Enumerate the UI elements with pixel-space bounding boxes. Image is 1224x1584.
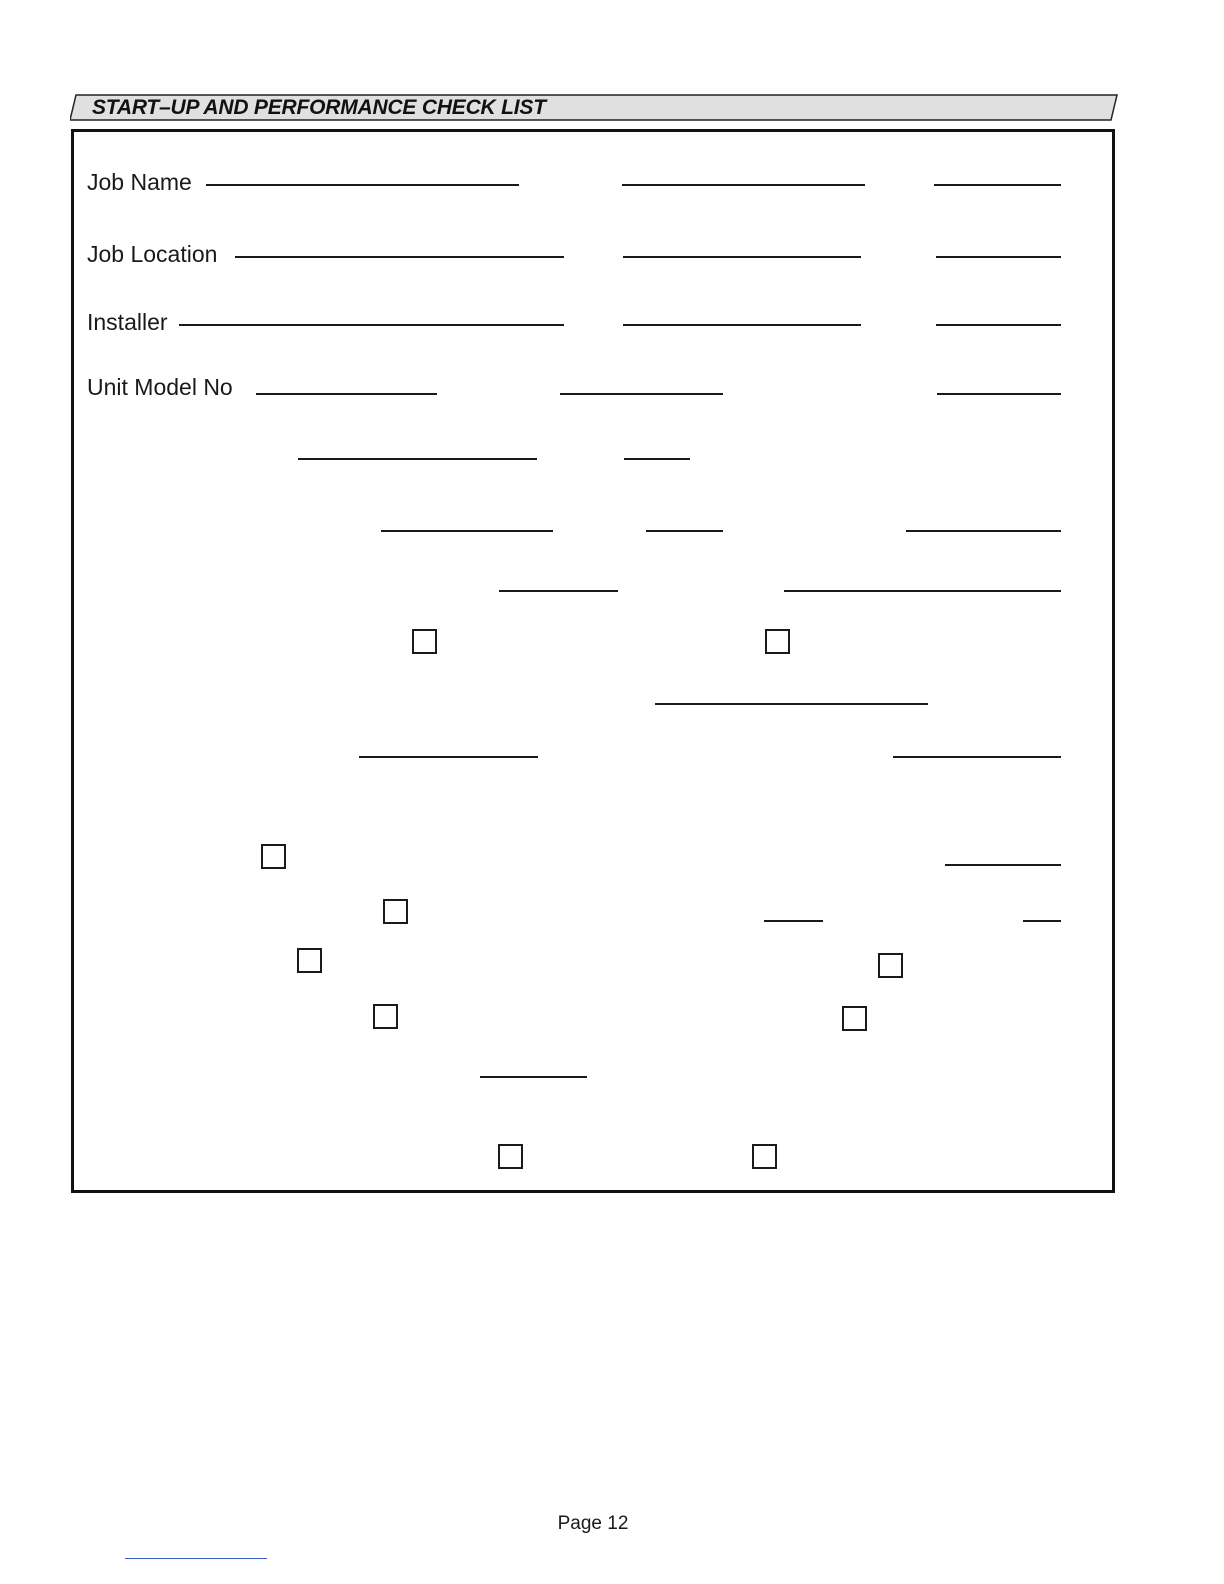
blank-field-r6-b[interactable]	[646, 530, 723, 532]
unit-model-no-field[interactable]	[256, 393, 437, 395]
checkbox-r14-a[interactable]	[373, 1004, 398, 1029]
page-number: Page 12	[557, 1513, 629, 1534]
checkbox-r13-b[interactable]	[878, 953, 903, 978]
section-title: START–UP AND PERFORMANCE CHECK LIST	[92, 96, 546, 119]
blank-field-r1-b[interactable]	[622, 184, 865, 186]
blank-field-r15-a[interactable]	[480, 1076, 587, 1078]
blank-field-r6-c[interactable]	[906, 530, 1061, 532]
checkbox-r16-a[interactable]	[498, 1144, 523, 1169]
installer-label: Installer	[87, 309, 168, 335]
checkbox-r12-a[interactable]	[383, 899, 408, 924]
blank-field-r7-a[interactable]	[499, 590, 618, 592]
unit-model-no-label: Unit Model No	[87, 374, 233, 400]
section-header-banner	[70, 94, 1118, 121]
blank-field-r5-b[interactable]	[624, 458, 690, 460]
checkbox-r13-a[interactable]	[297, 948, 322, 973]
blank-field-r10-b[interactable]	[893, 756, 1061, 758]
blank-field-r3-c[interactable]	[936, 324, 1061, 326]
checkbox-r8-b[interactable]	[765, 629, 790, 654]
job-location-label: Job Location	[87, 241, 218, 267]
checklist-form-box	[71, 129, 1115, 1193]
footer-link-underline[interactable]	[125, 1558, 267, 1559]
blank-field-r10-a[interactable]	[359, 756, 538, 758]
blank-field-r12-b[interactable]	[1023, 920, 1061, 922]
blank-field-r6-a[interactable]	[381, 530, 553, 532]
job-name-field[interactable]	[206, 184, 519, 186]
job-name-label: Job Name	[87, 169, 192, 195]
blank-field-r4-c[interactable]	[937, 393, 1061, 395]
blank-field-r4-b[interactable]	[560, 393, 723, 395]
checkbox-r16-b[interactable]	[752, 1144, 777, 1169]
blank-field-r3-b[interactable]	[623, 324, 861, 326]
blank-field-r2-c[interactable]	[936, 256, 1061, 258]
checkbox-r11-a[interactable]	[261, 844, 286, 869]
checkbox-r8-a[interactable]	[412, 629, 437, 654]
blank-field-r11-a[interactable]	[945, 864, 1061, 866]
blank-field-r2-b[interactable]	[623, 256, 861, 258]
blank-field-r12-a[interactable]	[764, 920, 823, 922]
blank-field-r1-c[interactable]	[934, 184, 1061, 186]
blank-field-r5-a[interactable]	[298, 458, 537, 460]
job-location-field[interactable]	[235, 256, 564, 258]
blank-field-r7-b[interactable]	[784, 590, 1061, 592]
blank-field-r9-a[interactable]	[655, 703, 928, 705]
installer-field[interactable]	[179, 324, 564, 326]
checkbox-r14-b[interactable]	[842, 1006, 867, 1031]
